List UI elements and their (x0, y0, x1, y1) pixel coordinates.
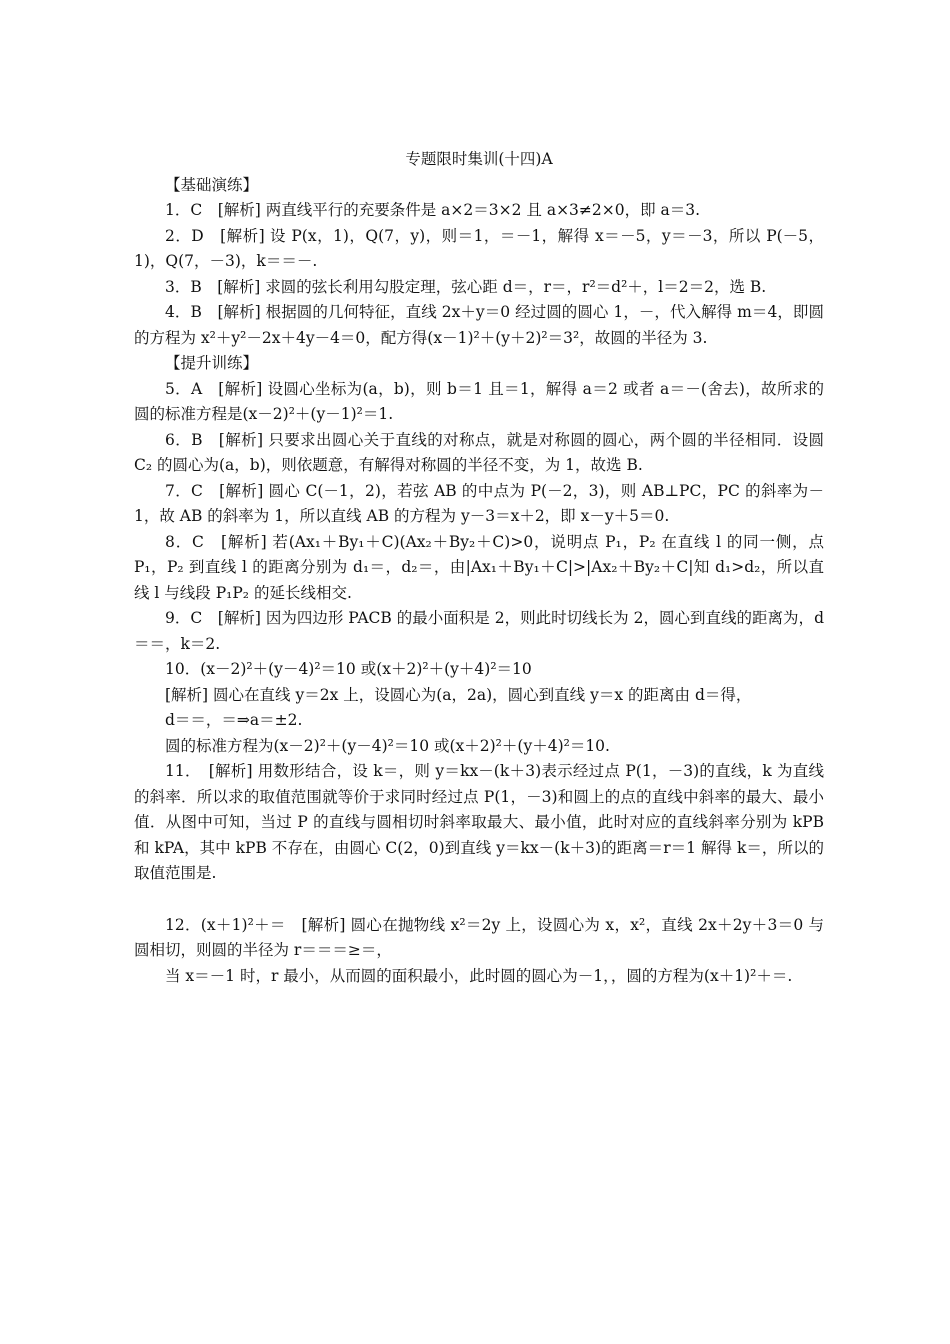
section-heading-basic: 【基础演练】 (165, 175, 259, 194)
answer-9: 9．C [解析] 因为四边形 PACB 的最小面积是 2，则此时切线长为 2，圆心到直线的距离为，d＝＝，k＝2. (134, 609, 824, 653)
answer-10-conclusion: 圆的标准方程为(x－2)²＋(y－4)²＝10 或(x＋2)²＋(y＋4)²＝10. (165, 736, 610, 755)
answer-1: 1．C [解析] 两直线平行的充要条件是 a×2＝3×2 且 a×3≠2×0，即 a＝3. (165, 201, 701, 219)
answer-3: 3．B [解析] 求圆的弦长利用勾股定理，弦心距 d＝，r＝，r²＝d²＋，l＝2＝2，选 B. (165, 277, 767, 296)
answer-12-conclusion: 当 x＝－1 时，r 最小，从而圆的面积最小，此时圆的圆心为－1，，圆的方程为(x＋1)²＋＝. (165, 966, 793, 985)
answer-7: 7．C [解析] 圆心 C(－1，2)，若弦 AB 的中点为 P(－2，3)，则 AB⊥PC，PC 的斜率为－1，故 AB 的斜率为 1，所以直线 AB 的方程为 y－3＝x＋2，即 x－y＋5＝0. (134, 481, 824, 525)
answer-10-explanation: [解析] 圆心在直线 y＝2x 上，设圆心为(a，2a)，圆心到直线 y＝x 的距离由 d＝得， (165, 685, 752, 704)
answer-5: 5．A [解析] 设圆心坐标为(a，b)，则 b＝1 且＝1，解得 a＝2 或者 a＝－(舍去)，故所求的圆的标准方程是(x－2)²＋(y－1)²＝1. (134, 379, 824, 423)
section-heading-advanced: 【提升训练】 (165, 354, 259, 372)
answer-8: 8．C [解析] 若(Ax₁＋By₁＋C)(Ax₂＋By₂＋C)>0，说明点 P₁，P₂ 在直线 l 的同一侧，点 P₁，P₂ 到直线 l 的距离分别为 d₁＝，d₂＝，由|Ax₁＋By₁＋C|>|Ax₂＋By₂＋C|知 d₁>d₂，所以直线 l 与线段 P₁P₂ 的延长线相交. (134, 532, 824, 602)
answer-10: 10．(x－2)²＋(y－4)²＝10 或(x＋2)²＋(y＋4)²＝10 (165, 660, 532, 678)
answer-12: 12．(x＋1)²＋＝ [解析] 圆心在抛物线 x²＝2y 上，设圆心为 x，x²，直线 2x＋2y＋3＝0 与圆相切，则圆的半径为 r＝＝＝≥＝， (134, 915, 824, 959)
document-title: 专题限时集训(十四)A (405, 150, 553, 168)
document-page (134, 147, 824, 989)
answer-10-derivation: d＝＝，＝⇒a＝±2. (165, 711, 303, 729)
answer-2: 2．D [解析] 设 P(x，1)，Q(7，y)，则＝1，＝－1，解得 x＝－5，y＝－3，所以 P(－5，1)，Q(7，－3)，k＝＝－. (134, 226, 824, 270)
answer-6: 6．B [解析] 只要求出圆心关于直线的对称点，就是对称圆的圆心，两个圆的半径相同．设圆 C₂ 的圆心为(a，b)，则依题意，有解得对称圆的半径不变，为 1，故选 B. (134, 430, 824, 474)
answer-11: 11． [解析] 用数形结合，设 k＝，则 y＝kx－(k＋3)表示经过点 P(1，－3)的直线，k 为直线的斜率．所以求的取值范围就等价于求同时经过点 P(1，－3)和圆上的点的直线中斜率的最大、最小值．从图中可知，当过 P 的直线与圆相切时斜率取最大、最小值，此时对应的直线斜率分别为 kPB 和 kPA，其中 kPB 不存在，由圆心 C(2，0)到直线 y＝kx－(k＋3)的距离＝r＝1 解得 k＝，所以的取值范围是. (134, 762, 824, 882)
spacer (134, 887, 824, 913)
answer-4: 4．B [解析] 根据圆的几何特征，直线 2x＋y＝0 经过圆的圆心 1，－，代入解得 m＝4，即圆的方程为 x²＋y²－2x＋4y－4＝0，配方得(x－1)²＋(y＋2)²＝3²，故圆的半径为 3. (134, 303, 824, 347)
